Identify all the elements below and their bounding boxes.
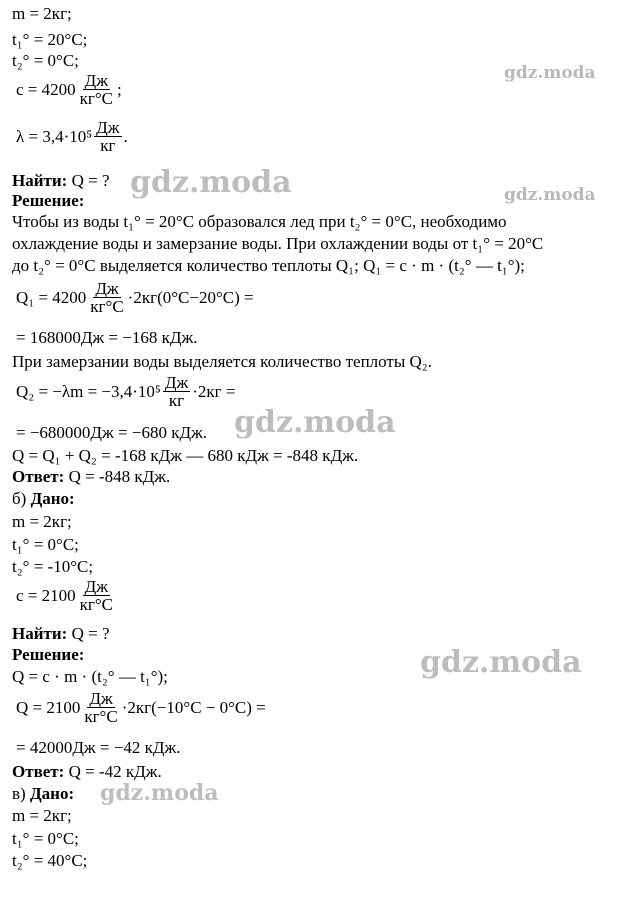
q1-result: = 168000Дж = −168 кДж.	[16, 328, 198, 347]
given-t1: t₁° = 0°C;	[12, 829, 79, 848]
solution-paragraph: охлаждение воды и замерзание воды. При охлаждении воды от t₁° = 20°C	[12, 234, 544, 253]
eq-text: ·2кг(0°C−20°C) =	[127, 287, 254, 307]
q-result: = 42000Дж = −42 кДж.	[16, 738, 181, 757]
fraction-denominator: кг°C	[84, 707, 118, 726]
solution-label: Решение:	[12, 645, 85, 664]
fraction	[78, 72, 115, 107]
answer-text: Q = -42 кДж.	[64, 762, 162, 781]
eq-text: c = 2100	[16, 585, 76, 605]
solution-formula: Q = c · m · (t₂° — t₁°);	[12, 667, 168, 686]
q1-equation	[16, 280, 254, 315]
answer-line	[12, 762, 162, 782]
fraction	[78, 578, 115, 613]
q2-equation	[16, 374, 235, 409]
find-text: Q = ?	[67, 171, 110, 190]
fraction-numerator: Дж	[89, 689, 113, 708]
fraction-numerator: Дж	[84, 577, 108, 596]
fraction-denominator: кг°C	[90, 297, 124, 316]
solution-paragraph: Чтобы из воды t₁° = 20°C образовался лед при t₂° = 0°C, необходимо	[12, 212, 507, 231]
given-t1: t₁° = 20°C;	[12, 30, 88, 49]
solution-paragraph: до t₂° = 0°C выделяется количество теплоты Q₁; Q₁ = c · m · (t₂° — t₁°);	[12, 256, 525, 275]
q-total: Q = Q₁ + Q₂ = -168 кДж — 680 кДж = -848 кДж.	[12, 446, 359, 465]
find-label: Найти:	[12, 171, 68, 190]
find-label: Найти:	[12, 624, 68, 643]
find-line	[12, 624, 110, 644]
answer-label: Ответ:	[12, 467, 65, 486]
eq-text: c = 4200	[16, 79, 76, 99]
given-mass: m = 2кг;	[12, 4, 72, 23]
given-label: Дано:	[30, 489, 75, 508]
solution-label: Решение:	[12, 191, 85, 210]
eq-text: Q₂ = −λm = −3,4·10⁵	[16, 381, 161, 401]
fraction-denominator: кг°C	[79, 595, 114, 614]
eq-text: .	[123, 126, 128, 146]
eq-text: ·2кг(−10°C − 0°C) =	[121, 697, 266, 717]
answer-label: Ответ:	[12, 762, 65, 781]
given-specific-heat	[16, 578, 117, 613]
watermark: gdz.moda	[420, 645, 582, 680]
part-prefix: б)	[12, 489, 31, 508]
solution-heading	[12, 191, 84, 211]
fraction-numerator: Дж	[95, 279, 119, 298]
eq-text: λ = 3,4·10⁵	[16, 126, 93, 146]
solution-heading	[12, 645, 84, 665]
find-text: Q = ?	[67, 624, 110, 643]
given-t2: t₂° = 40°C;	[12, 851, 88, 870]
given-t2: t₂° = 0°C;	[12, 51, 79, 70]
fraction	[88, 280, 125, 315]
eq-text: ·2кг =	[192, 381, 236, 401]
given-t2: t₂° = -10°C;	[12, 557, 94, 576]
given-label: Дано:	[29, 784, 75, 803]
given-specific-heat	[16, 72, 122, 107]
fraction	[82, 690, 119, 725]
fraction	[163, 374, 190, 409]
given-mass: m = 2кг;	[12, 512, 72, 531]
watermark: gdz.moda	[130, 165, 292, 200]
answer-text: Q = -848 кДж.	[64, 467, 171, 486]
fraction-denominator: кг	[168, 391, 185, 410]
fraction-numerator: Дж	[84, 71, 108, 90]
eq-text: Q₁ = 4200	[16, 287, 87, 307]
part-prefix: в)	[12, 784, 30, 803]
fraction-denominator: кг	[100, 136, 116, 155]
answer-line	[12, 467, 170, 487]
eq-text: Q = 2100	[16, 697, 81, 717]
fraction-numerator: Дж	[96, 118, 120, 137]
q2-result: = −680000Дж = −680 кДж.	[16, 423, 208, 442]
given-latent-heat	[16, 119, 128, 154]
fraction-numerator: Дж	[164, 373, 189, 392]
watermark: gdz.moda	[100, 780, 219, 806]
q-equation	[16, 690, 266, 725]
fraction	[94, 119, 121, 154]
part-b-heading	[12, 489, 75, 509]
watermark: gdz.moda	[504, 63, 596, 83]
given-mass: m = 2кг;	[12, 806, 72, 825]
given-t1: t₁° = 0°C;	[12, 535, 79, 554]
part-c-heading	[12, 784, 74, 804]
find-line	[12, 171, 110, 191]
solution-paragraph: При замерзании воды выделяется количество теплоты Q₂.	[12, 352, 432, 371]
eq-text: ;	[117, 79, 122, 99]
watermark: gdz.moda	[504, 185, 596, 205]
fraction-denominator: кг°C	[79, 89, 114, 108]
watermark: gdz.moda	[234, 405, 396, 440]
